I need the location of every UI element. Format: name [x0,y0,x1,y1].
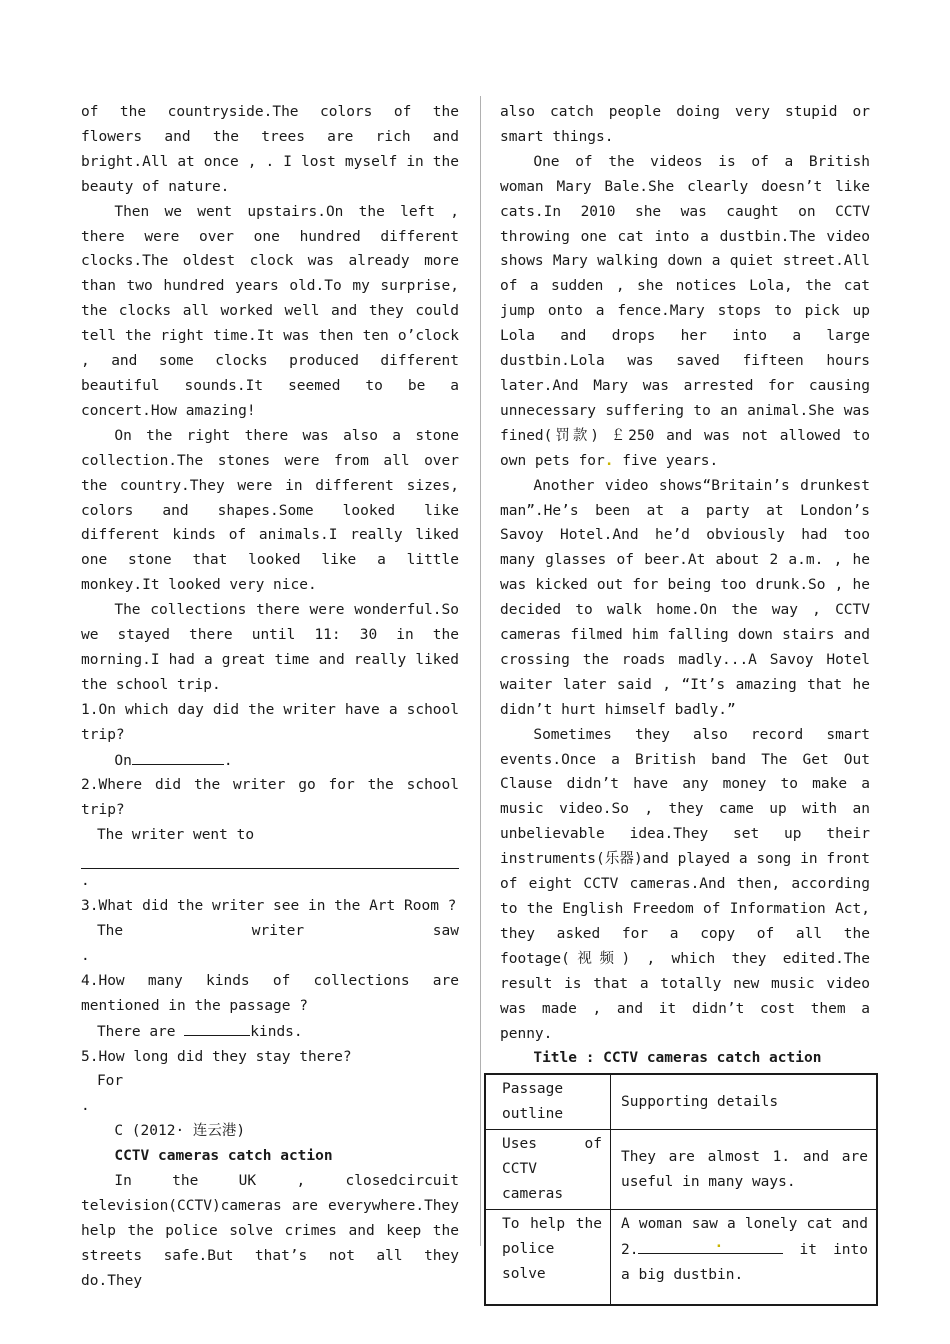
section-title: CCTV cameras catch action [114,1148,333,1165]
table-cell: They are almost 1. and are useful in many ways. [611,1130,878,1210]
column-divider [480,96,481,1246]
right-column [500,100,870,1306]
table-header-cell: Supporting details [611,1074,878,1129]
question-5: 5.How long did they stay there? [81,1048,352,1065]
paragraph: Then we went upstairs.On the left , there were over one hundred different clocks.The oldest clock was already more than two hundred years old.To my surprise, the clocks all worked well and they could tell the right time.It was then ten o’clock , and some clocks produced different beautiful sounds.It seemed to be a concert.How amazing! [81,203,459,419]
period-line: . [81,1098,90,1115]
paragraph: On the right there was also a stone collection.The stones were from all over the country.They were in different sizes, colors and shapes.Some looked like different kinds of animals.I really liked one stone that looked like a little monkey.It looked very nice. [81,427,459,594]
answer-prefix: On [114,752,132,769]
answer-blank[interactable] [638,1234,783,1254]
answer-suffix: kinds. [250,1023,303,1040]
paragraph: The collections there were wonderful.So we stayed there until 11: 30 in the morning.I had a great time and really liked the school trip. [81,602,459,693]
answer-prefix: There are [96,1023,176,1040]
answer-line-3 [81,919,459,944]
table-cell: To help the police solve [485,1209,611,1305]
answer-line-1: On . [81,748,459,774]
outline-table [484,1073,878,1306]
period-line: . [81,873,90,890]
paragraph: Sometimes they also record smart events.Once a British band The Get Out Clause didn’t have any money to make a music video.So , they came up with an unbelievable idea.They set up their instruments(乐器)and played a song in front of eight CCTV cameras.And then, according to the English Freedom of Information Act, they asked for a copy of all the footage(视频) , which they edited.The result is that a totally new music video was made , and it didn’t cost them a penny. [500,726,870,1042]
answer-blank[interactable] [132,748,224,765]
paragraph-text: five years. [613,452,719,469]
answer-word: writer [251,922,305,939]
paragraph [500,150,870,474]
answer-blank[interactable] [81,848,459,869]
cell-text: A woman saw a lonely cat and 2. [621,1215,868,1258]
question-2: 2.Where did the writer go for the school trip? [81,777,459,819]
question-4: 4.How many kinds of collections are mentioned in the passage ? [81,972,459,1014]
table-header-cell: Passage outline [485,1074,611,1129]
left-column [81,100,459,1294]
cell-text: it into a big dustbin. [621,1241,868,1283]
answer-line-2: The writer went to [96,827,255,844]
table-row [485,1074,877,1129]
paragraph: of the countryside.The colors of the flowers and the trees are rich and bright.All at once , . I lost myself in the beauty of nature. [81,104,459,195]
table-cell: Uses of CCTV cameras [485,1130,611,1210]
table-row [485,1130,877,1210]
mark-dot: . [604,452,614,469]
answer-blank[interactable] [184,1019,250,1036]
answer-word: saw [432,922,459,939]
paragraph: In the UK , closedcircuit television(CCTV)cameras are everywhere.They help the police solve crimes and keep the streets safe.But that’s not all they do.They [81,1173,459,1289]
period-line: . [81,947,90,964]
table-cell [611,1209,878,1305]
section-label: C (2012· 连云港) [114,1123,246,1140]
question-3: 3.What did the writer see in the Art Room ? [81,898,457,915]
paragraph-text: One of the videos is of a British woman Mary Bale.She clearly doesn’t like cats.In 2010 she was caught on CCTV throwing one cat into a dustbin.The video shows Mary walking down a quiet street.All of a sudden , she notices Lola, the cat jump onto a fence.Mary stops to pick up Lola and drops her into a large dustbin.Lola was saved fifteen hours later.And Mary was arrested for causing unnecessary suffering to an animal.She was fined(罚款) ￡250 and was not allowed to own pets for [500,153,870,469]
answer-word: The [96,922,124,939]
table-row [485,1209,877,1305]
answer-line-4 [81,1019,459,1045]
paragraph: also catch people doing very stupid or smart things. [500,104,870,145]
table-title: Title : CCTV cameras catch action [533,1050,822,1067]
answer-line-5: For [96,1073,124,1090]
mark-dot: . [714,1234,724,1251]
paragraph: Another video shows“Britain’s drunkest man”.He’s been at a party at London’s Savoy Hotel.And he’d obviously had too many glasses of beer.At about 2 a.m. , he was kicked out for being too drunk.So , he decided to walk home.On the way , CCTV cameras filmed him falling down stairs and crossing the roads madly...A Savoy Hotel waiter later said , “It’s amazing that he didn’t hurt himself badly.” [500,477,870,718]
question-1: 1.On which day did the writer have a school trip? [81,701,459,743]
